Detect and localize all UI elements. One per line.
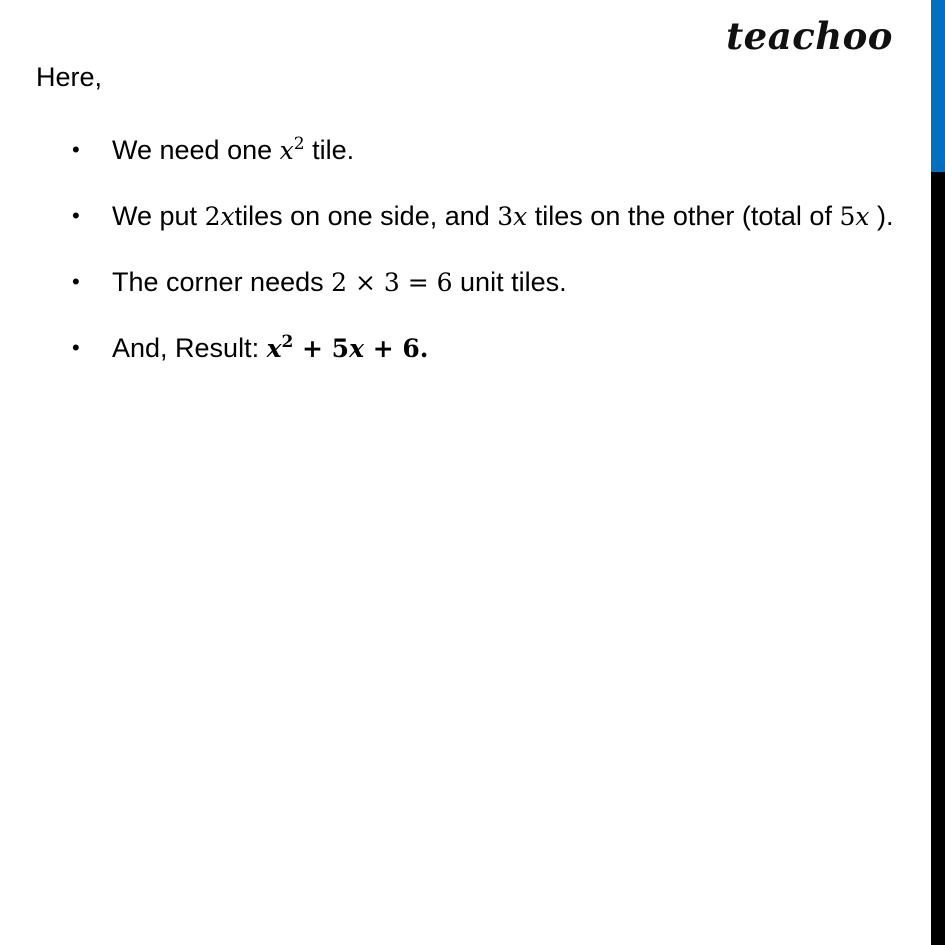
bullet-item-4 bbox=[72, 320, 917, 377]
bullet-1-exponent: 2 bbox=[293, 134, 305, 154]
bullet-2-coef-2: 3 bbox=[497, 202, 514, 231]
result-middle: + 5 bbox=[293, 334, 350, 363]
bullet-1-text-before: We need one bbox=[112, 135, 280, 165]
intro-text: Here, bbox=[36, 62, 103, 92]
bullet-3-text-after: unit tiles. bbox=[452, 267, 567, 297]
result-var-1: x bbox=[266, 334, 282, 363]
sidebar-accent-bar bbox=[931, 0, 945, 172]
bullet-1-variable: x bbox=[279, 136, 294, 165]
bullet-2-text-2: tiles on one side, and bbox=[234, 201, 498, 231]
bullet-2-var-1: x bbox=[220, 202, 235, 231]
result-exponent: 2 bbox=[281, 332, 294, 352]
bullet-list bbox=[72, 122, 917, 386]
bullet-3-text-before: The corner needs bbox=[112, 267, 332, 297]
bullet-item-2 bbox=[72, 188, 917, 245]
bullet-1-text-after: tile. bbox=[304, 135, 355, 165]
bullet-dot-icon: • bbox=[72, 335, 80, 360]
bullet-2-text-4: ). bbox=[869, 201, 894, 231]
bullet-2-var-2: x bbox=[513, 202, 528, 231]
bullet-item-1 bbox=[72, 122, 917, 179]
bullet-2-text-3: tiles on the other (total of bbox=[527, 201, 840, 231]
bullet-dot-icon: • bbox=[72, 269, 80, 294]
bullet-2-coef-1: 2 bbox=[204, 202, 221, 231]
bullet-3-expression: 2 × 3 = 6 bbox=[331, 268, 453, 297]
teachoo-logo: teachoo bbox=[726, 14, 893, 58]
bullet-2-text-1: We put bbox=[112, 201, 205, 231]
result-var-2: x bbox=[349, 334, 364, 363]
bullet-dot-icon: • bbox=[72, 137, 80, 162]
bullet-item-3 bbox=[72, 254, 917, 311]
bullet-4-text-before: And, Result: bbox=[112, 333, 267, 363]
result-end: + 6. bbox=[363, 334, 429, 363]
bullet-2-var-3: x bbox=[855, 202, 870, 231]
bullet-dot-icon: • bbox=[72, 203, 80, 228]
bullet-2-coef-3: 5 bbox=[839, 202, 856, 231]
sidebar-bar bbox=[931, 0, 945, 945]
